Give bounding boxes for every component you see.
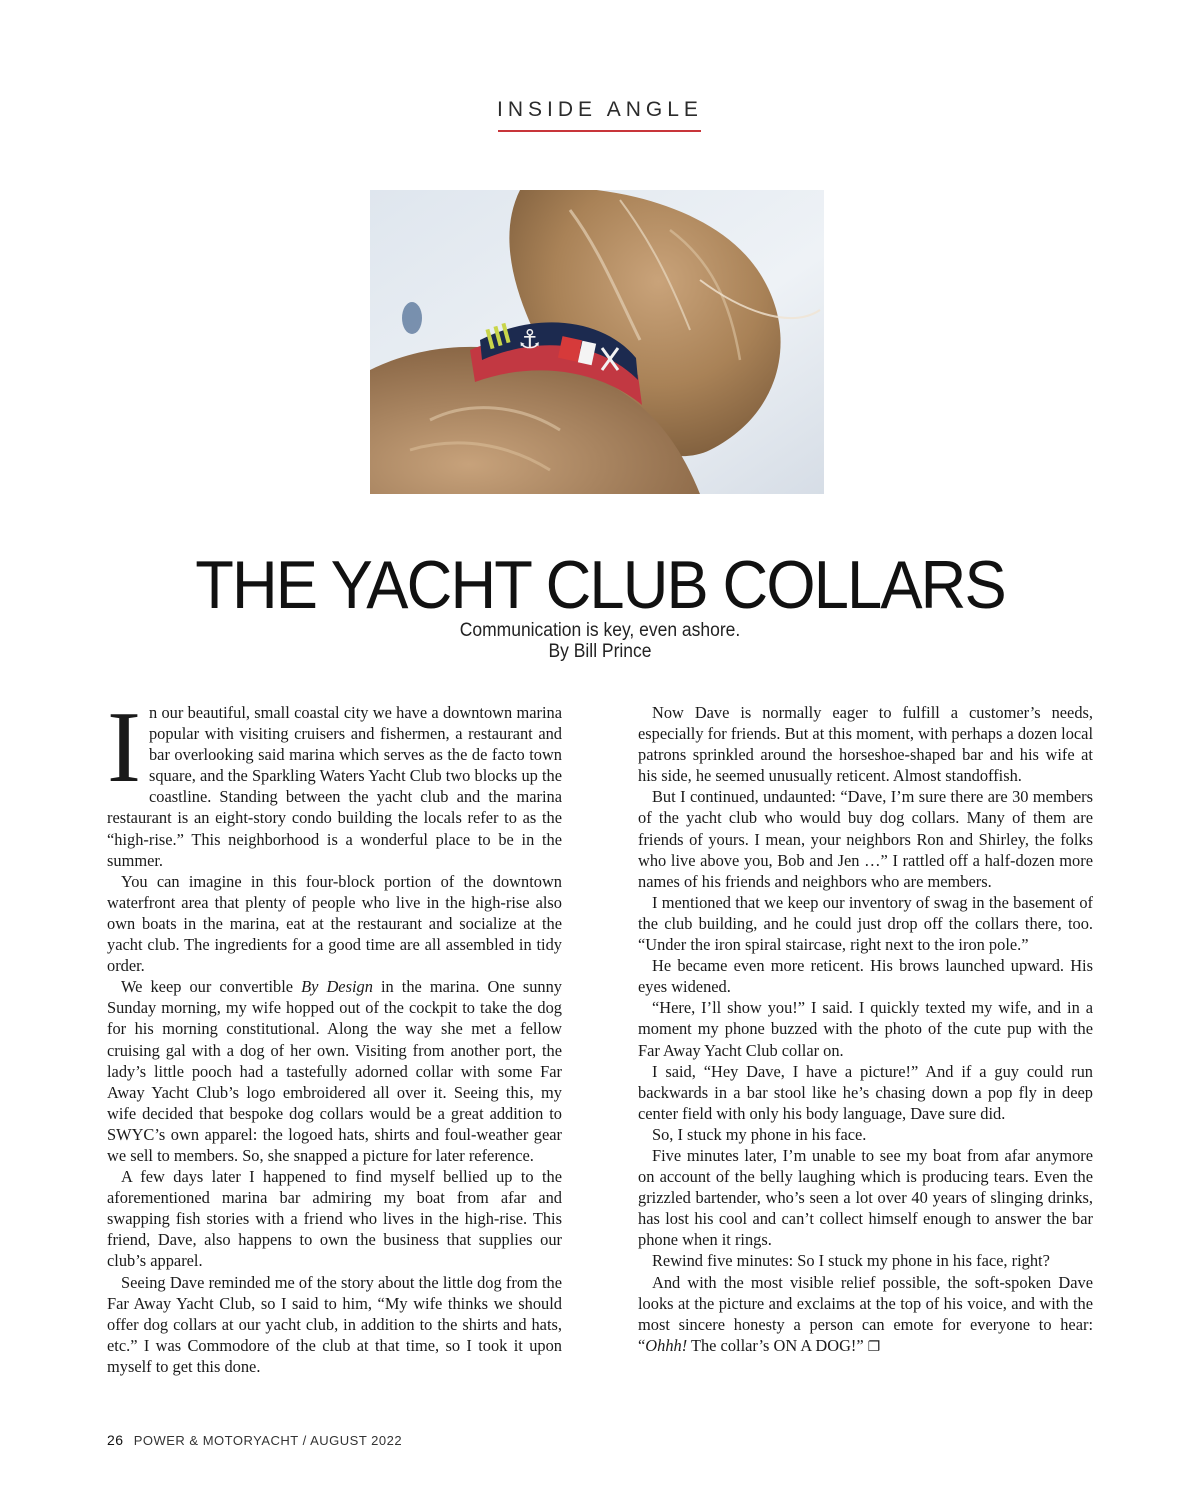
body-paragraph: Now Dave is normally eager to fulfill a customer’s needs, especially for friends. But at this moment, with perhaps a dozen local patrons sprinkled around the horseshoe-shaped bar and his wife at his side, he seemed unusually reticent. Almost standoffish. <box>638 703 1093 786</box>
page-footer <box>107 1432 402 1448</box>
body-paragraph <box>638 1272 1093 1358</box>
body-paragraph: You can imagine in this four-block portion of the downtown waterfront area that plenty of people who live in the high-rise also own boats in the marina, eat at the restaurant and socialize at the yacht club. The ingredients for a good time are all assembled in tidy order. <box>107 871 562 976</box>
exclamation: Ohhh! <box>645 1335 688 1355</box>
article-dek: Communication is key, even ashore. <box>459 620 741 641</box>
publication-info: POWER & MOTORYACHT / AUGUST 2022 <box>133 1433 403 1448</box>
body-paragraph: I mentioned that we keep our inventory of swag in the basement of the club building, and he could just drop off the collars there, too. “Under the iron spiral staircase, right next to the iron pole.” <box>638 892 1093 955</box>
body-paragraph: I said, “Hey Dave, I have a picture!” And if a guy could run backwards in a bar stool like he’s chasing down a pop fly in deep center field with only his body language, Dave sure did. <box>638 1061 1093 1123</box>
body-column-left <box>107 691 562 1377</box>
section-underline <box>498 130 701 132</box>
section-label: INSIDE ANGLE <box>497 98 703 121</box>
boat-name: By Design <box>301 977 373 997</box>
body-paragraph: So, I stuck my phone in his face. <box>652 1124 867 1144</box>
body-text: We keep our convertible <box>121 977 302 997</box>
svg-text:⚓: ⚓ <box>518 325 542 355</box>
article-title: THE YACHT CLUB COLLARS <box>195 547 1005 623</box>
article-byline: By Bill Prince <box>548 641 652 662</box>
end-mark-icon: ❐ <box>867 1338 881 1355</box>
body-paragraph: But I continued, undaunted: “Dave, I’m sure there are 30 members of the yacht club who would buy dog collars. Many of them are friends of yours. I mean, your neighbors Ron and Shirley, the folks who live above you, Bob and Jen …” I rattled off a half-dozen more names of his friends and neighbors who are members. <box>638 787 1093 891</box>
body-paragraph: Five minutes later, I’m unable to see my boat from afar anymore on account of the belly laughing which is producing tears. Even the grizzled bartender, who’s seen a lot over 40 years of slinging drinks, has lost his cool and can’t collect himself enough to answer the bar phone when it rings. <box>638 1145 1093 1250</box>
body-column-right <box>638 702 1093 1358</box>
body-paragraph: He became even more reticent. His brows launched upward. His eyes widened. <box>638 956 1093 997</box>
body-text: The collar’s ON A DOG!” <box>687 1335 864 1355</box>
body-paragraph: Seeing Dave reminded me of the story about the little dog from the Far Away Yacht Club, so I said to him, “My wife thinks we should offer dog collars at our yacht club, in addition to the shirts and hats, etc.” I was Commodore of the club at that time, so I took it upon myself to get this done. <box>107 1272 562 1376</box>
article-dek-block <box>0 620 1200 662</box>
body-paragraph: Rewind five minutes: So I stuck my phone in his face, right? <box>652 1251 1050 1271</box>
body-paragraph: A few days later I happened to find myself bellied up to the aforementioned marina bar admiring my boat from afar and swapping fish stories with a friend who lives in the high-rise. This friend, Dave, also happens to own the business that supplies our club’s apparel. <box>107 1167 562 1271</box>
page-number: 26 <box>107 1432 124 1448</box>
drop-cap: I <box>107 691 141 804</box>
dog-collar-photo <box>370 190 824 494</box>
body-paragraph <box>107 691 562 871</box>
body-text: in the marina. One sunny Sunday morning, my wife hopped out of the cockpit to take the dog for his morning constitutional. Along the way she met a fellow cruising gal with a dog of her own. Visiting from another port, the lady’s little pooch had a tastefully adorned collar with some Far Away Yacht Club’s logo embroidered all over it. Seeing this, my wife decided that bespoke dog collars would be a great addition to SWYC’s own apparel: the logoed hats, shirts and foul-weather gear we sell to members. So, she snapped a picture for later reference. <box>107 977 562 1165</box>
body-text: n our beautiful, small coastal city we have a downtown marina popular with visiting cruisers and fishermen, a restaurant and bar overlooking said marina which serves as the de facto town square, and the Sparkling Waters Yacht Club two blocks up the coastline. Standing between the yacht club and the marina restaurant is an eight-story condo building the locals refer to as the “high-rise.” This neighborhood is a wonderful place to be in the summer. <box>107 703 562 870</box>
body-paragraph <box>107 976 562 1166</box>
body-paragraph: “Here, I’ll show you!” I said. I quickly texted my wife, and in a moment my phone buzzed with the photo of the cute pup with the Far Away Yacht Club collar on. <box>638 998 1093 1060</box>
body-text: And with the most visible relief possible, the soft-spoken Dave looks at the picture and exclaims at the top of his voice, and with the most sincere honesty a person can emote for everyone to hear: “ <box>638 1272 1093 1355</box>
